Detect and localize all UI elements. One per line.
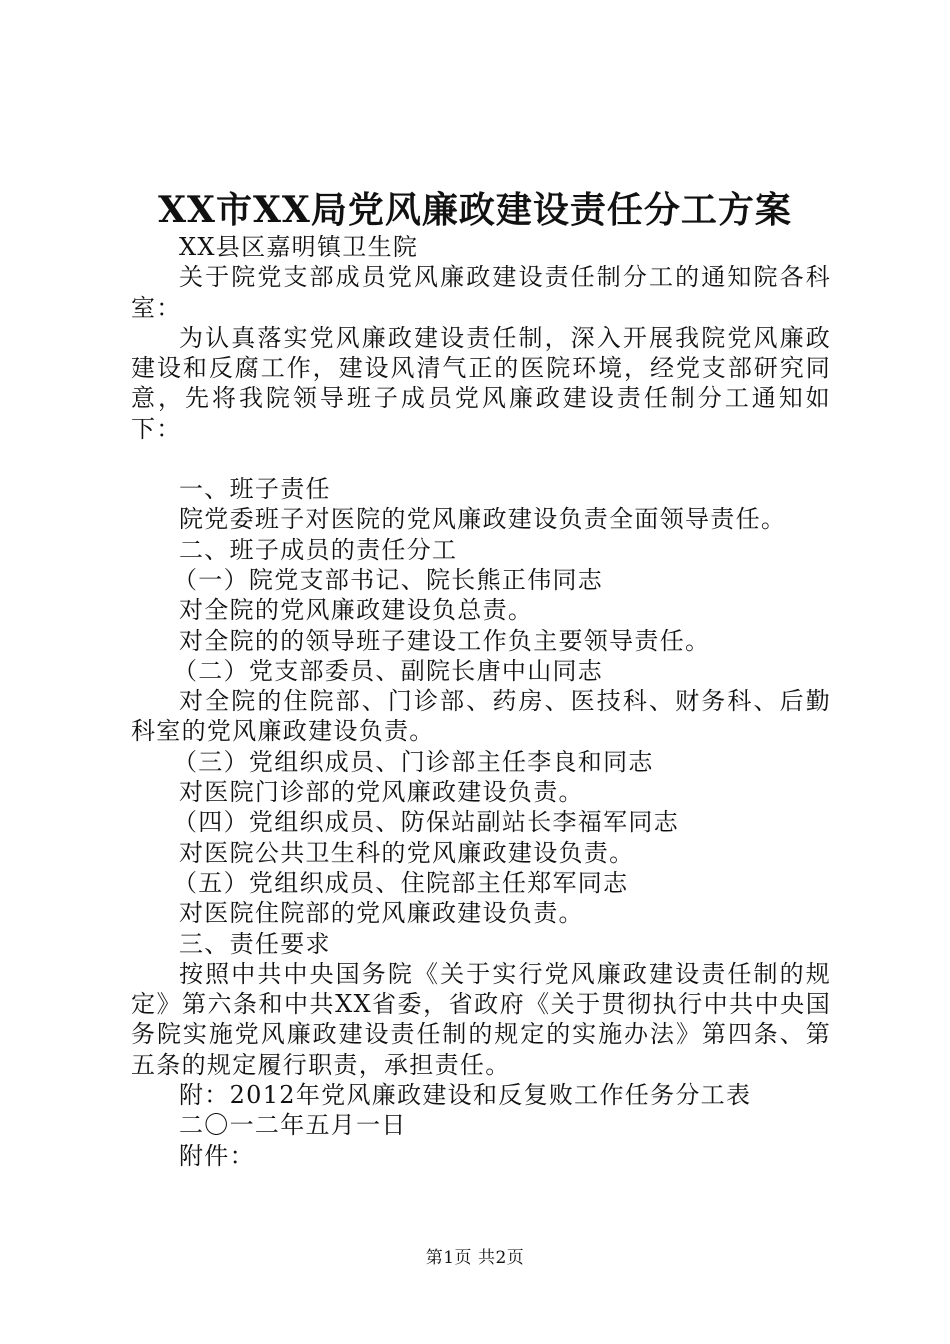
member-heading-1: （一）院党支部书记、院长熊正伟同志 <box>173 565 604 594</box>
member-duty-1a: 对全院的党风廉政建设负总责。 <box>179 596 534 625</box>
paragraph-date: 二〇一二年五月一日 <box>179 1111 407 1140</box>
member-duty-2: 对全院的住院部、门诊部、药房、医技科、财务科、后勤科室的党风廉政建设负责。 <box>131 687 831 746</box>
paragraph-intro: 为认真落实党风廉政建设责任制，深入开展我院党风廉政建设和反腐工作，建设风清气正的医院环境，经党支部研究同意，先将我院领导班子成员党风廉政建设责任制分工通知如下： <box>131 323 831 443</box>
page-footer: 第1页 共2页 <box>425 1248 525 1268</box>
document-body <box>131 232 831 1171</box>
paragraph-notice-heading: 关于院党支部成员党风廉政建设责任制分工的通知院各科室： <box>131 263 831 322</box>
member-heading-4: （四）党组织成员、防保站副站长李福军同志 <box>173 808 679 837</box>
paragraph-spacer <box>131 444 831 474</box>
member-duty-4: 对医院公共卫生科的党风廉政建设负责。 <box>179 838 635 867</box>
member-heading-5: （五）党组织成员、住院部主任郑军同志 <box>173 868 629 897</box>
member-duty-3: 对医院门诊部的党风廉政建设负责。 <box>179 778 584 807</box>
paragraph-attachment-note: 附：2012年党风廉政建设和反复败工作任务分工表 <box>179 1081 752 1110</box>
member-heading-2: （二）党支部委员、副院长唐中山同志 <box>173 656 604 685</box>
member-heading-3: （三）党组织成员、门诊部主任李良和同志 <box>173 747 654 776</box>
section-heading-2: 二、班子成员的责任分工 <box>179 535 458 564</box>
section-heading-1: 一、班子责任 <box>179 475 331 504</box>
member-duty-5: 对医院住院部的党风廉政建设负责。 <box>179 899 584 928</box>
section-heading-3: 三、责任要求 <box>179 929 331 958</box>
paragraph-hospital-name: XX县区嘉明镇卫生院 <box>179 233 419 261</box>
paragraph-requirements: 按照中共中央国务院《关于实行党风廉政建设责任制的规定》第六条和中共XX省委，省政府《关于贯彻执行中共中央国务院实施党风廉政建设责任制的规定的实施办法》第四条、第五条的规定履行职责，承担责任。 <box>131 959 831 1079</box>
member-duty-1b: 对全院的的领导班子建设工作负主要领导责任。 <box>179 626 711 655</box>
document-title: XX市XX局党风廉政建设责任分工方案 <box>158 189 792 231</box>
paragraph-team-responsibility: 院党委班子对医院的党风廉政建设负责全面领导责任。 <box>179 505 787 534</box>
paragraph-attachment-label: 附件： <box>179 1141 255 1170</box>
